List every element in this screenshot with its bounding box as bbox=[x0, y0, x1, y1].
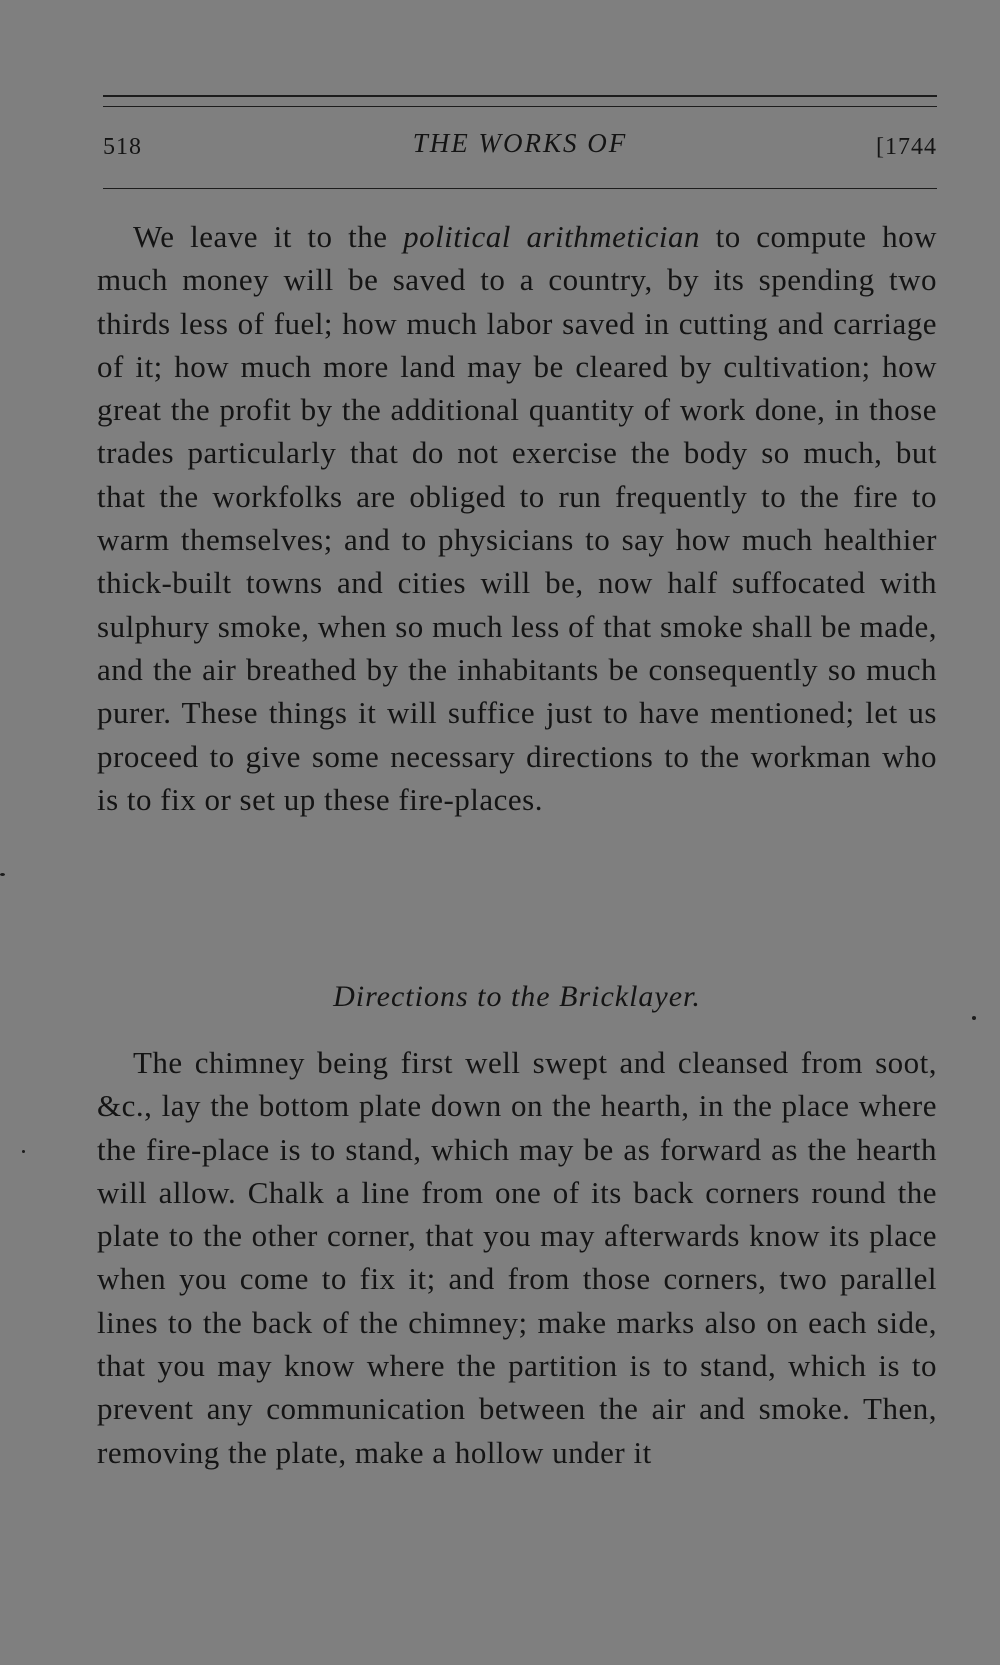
header-underline-rule bbox=[103, 188, 937, 189]
margin-speck bbox=[972, 1016, 976, 1020]
margin-speck bbox=[0, 873, 5, 876]
running-head bbox=[103, 128, 937, 168]
top-rule-thin bbox=[103, 106, 937, 107]
body-paragraph-1 bbox=[97, 215, 937, 821]
margin-speck bbox=[22, 1150, 25, 1153]
paragraph-1-lead: We leave it to the bbox=[133, 219, 404, 254]
year-marker: [1744 bbox=[876, 134, 937, 160]
paragraph-1-italic-term: political arithmetician bbox=[403, 219, 701, 254]
paragraph-1-rest: to compute how much money will be saved to a country, by its spending two thirds less of fuel; how much labor saved in cutting and carriage of it; how much more land may be cleared by cultivation; how great the profit by the additional quantity of work done, in those trades particularly that do not exercise the body so much, but that the workfolks are obliged to run frequently to the fire to warm themselves; and to physicians to say how much healthier thick-built towns and cities will be, now half suffocated with sulphury smoke, when so much less of that smoke shall be made, and the air breathed by the inhabitants be consequently so much purer. These things it will suffice just to have mentioned; let us proceed to give some necessary directions to the workman who is to fix or set up these fire-places. bbox=[97, 219, 938, 817]
running-title: THE WORKS OF bbox=[412, 128, 628, 158]
paragraph-1-text bbox=[97, 215, 937, 821]
section-heading: Directions to the Bricklayer. bbox=[333, 980, 701, 1013]
top-rule-thick bbox=[103, 95, 937, 97]
paragraph-2-text: The chimney being first well swept and cleansed from soot, &c., lay the bottom plate down on the hearth, in the place where the fire-place is to stand, which may be as forward as the hearth will allow. Chalk a line from one of its back corners round the plate to the other corner, that you may afterwards know its place when you come to fix it; and from those corners, two parallel lines to the back of the chimney; make marks also on each side, that you may know where the partition is to stand, which is to prevent any communication between the air and smoke. Then, removing the plate, make a hollow under it bbox=[97, 1045, 937, 1470]
page-number: 518 bbox=[103, 134, 142, 160]
body-paragraph-2 bbox=[97, 1041, 937, 1474]
